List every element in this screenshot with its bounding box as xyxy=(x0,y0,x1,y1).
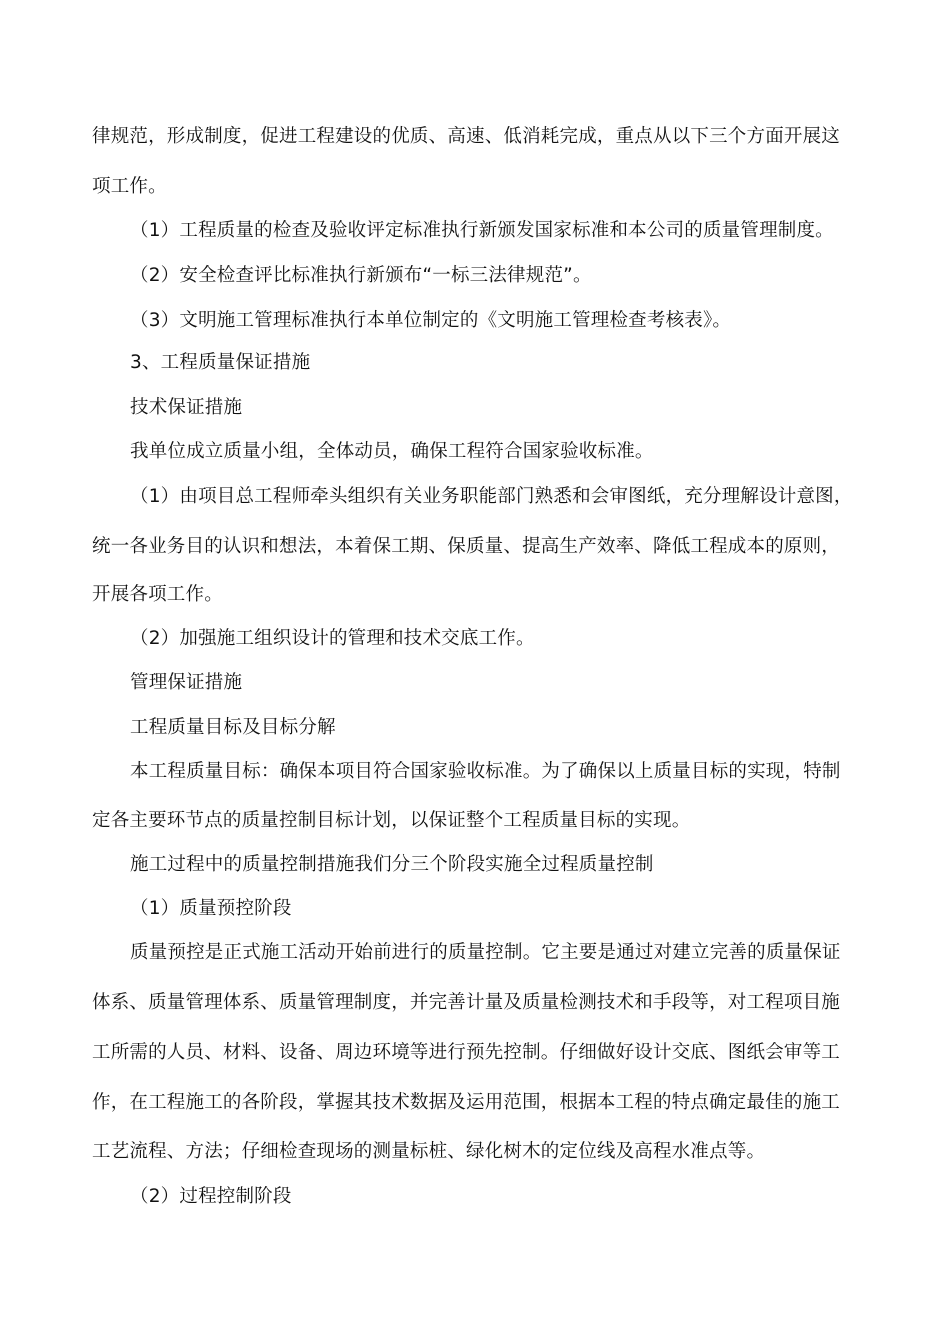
section-heading: 3、工程质量保证措施 xyxy=(130,352,311,373)
paragraph-line: 作，在工程施工的各阶段，掌握其技术数据及运用范围，根据本工程的特点确定最佳的施工 xyxy=(92,1092,841,1113)
paragraph-line: 律规范，形成制度，促进工程建设的优质、高速、低消耗完成，重点从以下三个方面开展这 xyxy=(92,126,841,147)
list-item-line: （2）安全检查评比标准执行新颁布“一标三法律规范”。 xyxy=(130,265,592,286)
paragraph-line: 项工作。 xyxy=(92,176,167,197)
list-item-line: （1）由项目总工程师牵头组织有关业务职能部门熟悉和会审图纸，充分理解设计意图， xyxy=(130,486,853,507)
list-item-line: （1）质量预控阶段 xyxy=(130,898,292,919)
paragraph-line: 开展各项工作。 xyxy=(92,584,223,605)
paragraph-line: 本工程质量目标：确保本项目符合国家验收标准。为了确保以上质量目标的实现，特制 xyxy=(130,761,841,782)
list-item-line: （2）过程控制阶段 xyxy=(130,1186,292,1207)
paragraph-line: 体系、质量管理体系、质量管理制度，并完善计量及质量检测技术和手段等，对工程项目施 xyxy=(92,992,841,1013)
subsection-heading: 技术保证措施 xyxy=(130,397,243,418)
paragraph-line: 工艺流程、方法；仔细检查现场的测量标桩、绿化树木的定位线及高程水准点等。 xyxy=(92,1141,766,1162)
paragraph-line: 工所需的人员、材料、设备、周边环境等进行预先控制。仔细做好设计交底、图纸会审等工 xyxy=(92,1042,841,1063)
paragraph-line: 我单位成立质量小组，全体动员，确保工程符合国家验收标准。 xyxy=(130,441,654,462)
subsection-heading: 工程质量目标及目标分解 xyxy=(130,717,336,738)
subsection-heading: 管理保证措施 xyxy=(130,672,243,693)
list-item-line: （2）加强施工组织设计的管理和技术交底工作。 xyxy=(130,628,535,649)
list-item-line: （1）工程质量的检查及验收评定标准执行新颁发国家标准和本公司的质量管理制度。 xyxy=(130,220,834,241)
paragraph-line: 施工过程中的质量控制措施我们分三个阶段实施全过程质量控制 xyxy=(130,854,654,875)
paragraph-line: 统一各业务目的认识和想法，本着保工期、保质量、提高生产效率、降低工程成本的原则， xyxy=(92,536,841,557)
list-item-line: （3）文明施工管理标准执行本单位制定的《文明施工管理检查考核表》。 xyxy=(130,310,732,331)
paragraph-line: 定各主要环节点的质量控制目标计划，以保证整个工程质量目标的实现。 xyxy=(92,810,691,831)
paragraph-line: 质量预控是正式施工活动开始前进行的质量控制。它主要是通过对建立完善的质量保证 xyxy=(130,942,841,963)
